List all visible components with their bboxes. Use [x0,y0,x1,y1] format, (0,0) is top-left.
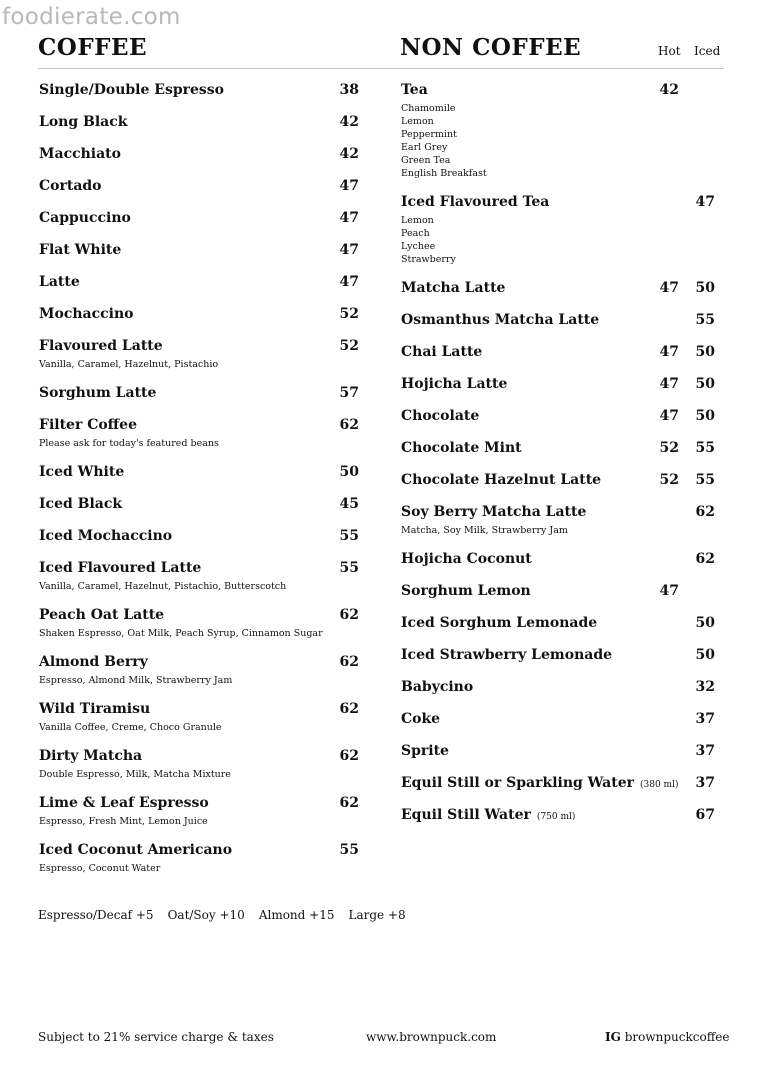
coffee-menu-item [39,464,369,496]
coffee-item-description: Espresso, Almond Milk, Strawberry Jam [39,675,233,686]
iced-column-label: Iced [694,44,721,58]
non-coffee-menu-item [401,807,731,839]
non-coffee-item-name: Tea [401,82,428,98]
hot-price: 47 [659,408,679,424]
coffee-item-price: 62 [339,417,359,433]
coffee-item-price: 47 [339,242,359,258]
coffee-item-description: Vanilla Coffee, Creme, Choco Granule [39,722,222,733]
coffee-item-description: Vanilla, Caramel, Hazelnut, Pistachio, Butterscotch [39,581,287,592]
coffee-item-name: Lime & Leaf Espresso [39,795,209,811]
coffee-menu-item [39,842,369,889]
coffee-item-row [39,496,369,516]
description-line: Matcha, Soy Milk, Strawberry Jam [401,525,568,536]
coffee-item-name: Flat White [39,242,122,258]
coffee-item-row [39,528,369,548]
coffee-item-price: 62 [339,701,359,717]
coffee-item-row [39,795,369,815]
non-coffee-menu-item [401,615,731,647]
coffee-item-name: Iced Coconut Americano [39,842,233,858]
description-line: Peppermint [401,129,457,140]
description-line: Lemon [401,116,434,127]
hot-column-label: Hot [658,44,681,58]
coffee-item-name: Latte [39,274,80,290]
coffee-item-price: 62 [339,748,359,764]
coffee-item-description: Vanilla, Caramel, Hazelnut, Pistachio [39,359,219,370]
coffee-menu-item [39,560,369,607]
coffee-item-name: Cappuccino [39,210,131,226]
coffee-item-row [39,114,369,134]
non-coffee-item-row [401,376,731,396]
non-coffee-item-row [401,194,731,214]
non-coffee-item-description [401,524,731,537]
iced-price: 50 [695,615,715,631]
non-coffee-item-row [401,504,731,524]
coffee-item-description: Please ask for today's featured beans [39,438,219,449]
non-coffee-item-name: Matcha Latte [401,280,506,296]
coffee-menu-item [39,528,369,560]
coffee-item-row [39,242,369,262]
non-coffee-item-name: Babycino [401,679,474,695]
coffee-item-name: Iced White [39,464,125,480]
coffee-list [39,82,369,889]
iced-price: 62 [695,551,715,567]
non-coffee-item-description [401,102,731,180]
coffee-item-name: Dirty Matcha [39,748,143,764]
coffee-item-description: Double Espresso, Milk, Matcha Mixture [39,769,231,780]
coffee-item-name: Peach Oat Latte [39,607,165,623]
iced-price: 47 [695,194,715,210]
description-line: English Breakfast [401,168,487,179]
addon-price: Oat/Soy +10 [167,908,245,922]
iced-price: 50 [695,344,715,360]
iced-price: 50 [695,280,715,296]
coffee-item-name: Sorghum Latte [39,385,157,401]
coffee-item-row [39,748,369,768]
coffee-menu-item [39,795,369,842]
coffee-menu-item [39,607,369,654]
non-coffee-item-row [401,472,731,492]
coffee-item-row [39,701,369,721]
coffee-item-description: Espresso, Coconut Water [39,863,161,874]
coffee-item-price: 38 [339,82,359,98]
iced-price: 37 [695,711,715,727]
coffee-menu-item [39,654,369,701]
coffee-menu-item [39,82,369,114]
coffee-menu-item [39,274,369,306]
non-coffee-item-row [401,775,731,795]
addon-price: Large +8 [348,908,406,922]
addon-price: Almond +15 [258,908,335,922]
non-coffee-menu-item [401,82,731,194]
non-coffee-menu-item [401,775,731,807]
non-coffee-item-row [401,344,731,364]
non-coffee-menu-item [401,504,731,551]
non-coffee-item-name: Hojicha Coconut [401,551,532,567]
non-coffee-menu-item [401,194,731,280]
coffee-item-price: 55 [339,528,359,544]
coffee-menu-item [39,210,369,242]
description-line: Chamomile [401,103,456,114]
coffee-item-row [39,306,369,326]
hot-price: 52 [659,440,679,456]
non-coffee-item-row [401,583,731,603]
instagram-handle [605,1030,729,1044]
non-coffee-menu-item [401,312,731,344]
addon-price: Espresso/Decaf +5 [38,908,154,922]
hot-price: 47 [659,344,679,360]
non-coffee-menu-item [401,376,731,408]
coffee-menu-item [39,242,369,274]
non-coffee-menu-item [401,551,731,583]
addons-line [38,908,420,922]
description-line: Lychee [401,241,436,252]
coffee-item-name: Filter Coffee [39,417,137,433]
non-coffee-menu-item [401,280,731,312]
coffee-item-row [39,274,369,294]
coffee-item-row [39,385,369,405]
coffee-item-row [39,654,369,674]
coffee-item-name: Almond Berry [39,654,148,670]
watermark: foodierate.com [2,4,181,30]
iced-price: 50 [695,408,715,424]
coffee-heading: COFFEE [38,34,148,61]
non-coffee-item-description [401,214,731,266]
coffee-item-price: 47 [339,210,359,226]
coffee-item-name: Flavoured Latte [39,338,163,354]
coffee-item-price: 52 [339,306,359,322]
description-line: Earl Grey [401,142,448,153]
iced-price: 50 [695,647,715,663]
coffee-item-name: Single/Double Espresso [39,82,225,98]
hot-price: 47 [659,583,679,599]
coffee-item-price: 50 [339,464,359,480]
description-line: Strawberry [401,254,456,265]
coffee-item-description: Espresso, Fresh Mint, Lemon Juice [39,816,208,827]
non-coffee-menu-item [401,679,731,711]
iced-price: 55 [695,472,715,488]
coffee-item-price: 42 [339,146,359,162]
iced-price: 55 [695,440,715,456]
iced-price: 67 [695,807,715,823]
coffee-item-price: 57 [339,385,359,401]
description-line: Peach [401,228,430,239]
non-coffee-item-name: Sprite [401,743,449,759]
coffee-item-row [39,560,369,580]
item-size: (380 ml) [640,780,679,790]
coffee-menu-item [39,701,369,748]
description-line: Green Tea [401,155,451,166]
non-coffee-menu-item [401,647,731,679]
coffee-menu-item [39,178,369,210]
non-coffee-menu-item [401,711,731,743]
non-coffee-menu-item [401,344,731,376]
coffee-item-price: 62 [339,654,359,670]
item-size: (750 ml) [536,812,576,822]
non-coffee-item-row [401,551,731,571]
coffee-menu-item [39,496,369,528]
non-coffee-item-row [401,807,731,827]
non-coffee-item-name: Chai Latte [401,344,483,360]
non-coffee-item-name: Chocolate Mint [401,440,522,456]
non-coffee-menu-item [401,472,731,504]
coffee-item-row [39,210,369,230]
hot-price: 47 [659,280,679,296]
non-coffee-item-name: Equil Still Water [401,807,531,823]
non-coffee-item-name: Soy Berry Matcha Latte [401,504,587,520]
coffee-menu-item [39,338,369,385]
non-coffee-item-name: Chocolate Hazelnut Latte [401,472,602,488]
coffee-item-name: Long Black [39,114,128,130]
coffee-item-name: Macchiato [39,146,121,162]
iced-price: 55 [695,312,715,328]
non-coffee-item-name: Iced Strawberry Lemonade [401,647,613,663]
coffee-menu-item [39,385,369,417]
hot-price: 47 [659,376,679,392]
coffee-item-row [39,178,369,198]
coffee-item-price: 55 [339,842,359,858]
non-coffee-menu-item [401,583,731,615]
coffee-item-name: Mochaccino [39,306,134,322]
coffee-item-row [39,842,369,862]
coffee-item-name: Iced Flavoured Latte [39,560,202,576]
non-coffee-item-name: Iced Sorghum Lemonade [401,615,598,631]
website-text: www.brownpuck.com [366,1030,497,1044]
non-coffee-item-row [401,647,731,667]
coffee-item-name: Iced Mochaccino [39,528,173,544]
coffee-item-row [39,82,369,102]
non-coffee-menu-item [401,408,731,440]
coffee-item-row [39,146,369,166]
non-coffee-heading: NON COFFEE [400,34,582,61]
non-coffee-item-row [401,711,731,731]
coffee-item-row [39,464,369,484]
non-coffee-item-row [401,408,731,428]
non-coffee-item-name: Osmanthus Matcha Latte [401,312,600,328]
iced-price: 50 [695,376,715,392]
coffee-menu-item [39,748,369,795]
non-coffee-list [401,82,731,839]
coffee-menu-item [39,306,369,338]
iced-price: 32 [695,679,715,695]
coffee-menu-item [39,114,369,146]
coffee-item-row [39,607,369,627]
non-coffee-item-name: Coke [401,711,441,727]
non-coffee-item-name: Iced Flavoured Tea [401,194,550,210]
description-line: Lemon [401,215,434,226]
coffee-item-price: 55 [339,560,359,576]
coffee-menu-item [39,417,369,464]
coffee-item-name: Wild Tiramisu [39,701,151,717]
iced-price: 37 [695,743,715,759]
ig-prefix: IG [605,1030,621,1044]
coffee-item-name: Iced Black [39,496,123,512]
non-coffee-item-name: Sorghum Lemon [401,583,531,599]
coffee-item-name: Cortado [39,178,102,194]
instagram-name: brownpuckcoffee [624,1030,730,1044]
non-coffee-item-name: Equil Still or Sparkling Water [401,775,634,791]
non-coffee-menu-item [401,440,731,472]
iced-price: 37 [695,775,715,791]
non-coffee-item-name: Chocolate [401,408,480,424]
coffee-item-row [39,338,369,358]
service-charge-note: Subject to 21% service charge & taxes [38,1030,274,1044]
non-coffee-item-name: Hojicha Latte [401,376,508,392]
hot-price: 42 [659,82,679,98]
coffee-item-price: 62 [339,795,359,811]
non-coffee-item-row [401,440,731,460]
non-coffee-item-row [401,280,731,300]
coffee-item-row [39,417,369,437]
coffee-item-price: 47 [339,178,359,194]
non-coffee-item-row [401,312,731,332]
coffee-item-price: 42 [339,114,359,130]
coffee-item-price: 47 [339,274,359,290]
coffee-item-price: 62 [339,607,359,623]
header-divider [38,68,724,69]
hot-price: 52 [659,472,679,488]
non-coffee-item-row [401,82,731,102]
coffee-menu-item [39,146,369,178]
coffee-item-price: 45 [339,496,359,512]
non-coffee-item-row [401,615,731,635]
coffee-item-description: Shaken Espresso, Oat Milk, Peach Syrup, Cinnamon Sugar [39,628,323,639]
coffee-item-price: 52 [339,338,359,354]
non-coffee-item-row [401,679,731,699]
iced-price: 62 [695,504,715,520]
non-coffee-menu-item [401,743,731,775]
non-coffee-item-row [401,743,731,763]
